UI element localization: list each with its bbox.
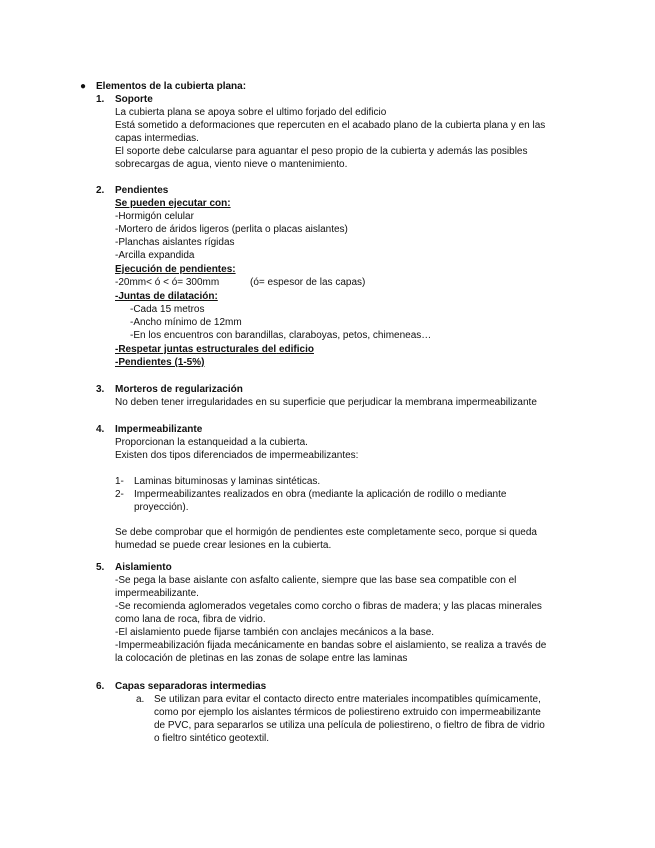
section-4-number: 4. <box>96 424 105 435</box>
section-5-line: -Impermeabilización fijada mecánicamente en bandas sobre el aislamiento, se realiza a través de <box>115 640 547 651</box>
joint-item: -En los encuentros con barandillas, claraboyas, petos, chimeneas… <box>130 330 432 341</box>
respect-joints-word: edificio <box>278 344 314 355</box>
section-5-number: 5. <box>96 562 105 573</box>
joint-item: -Ancho mínimo de 12mm <box>130 317 242 328</box>
section-3-line: No deben tener irregularidades en su superficie que perjudicar la membrana impermeabilizante <box>115 397 537 408</box>
section-1-heading: Soporte <box>115 94 153 105</box>
section-4-heading: Impermeabilizante <box>115 424 203 435</box>
list-item-text: Impermeabilizantes realizados en obra (mediante la aplicación de rodillo o mediante <box>134 489 507 500</box>
section-1-line: La cubierta plana se apoya sobre el ultimo forjado del edificio <box>115 107 387 118</box>
section-5-line: como lana de roca, fibra de vidrio. <box>115 614 266 625</box>
slopes-range: -Pendientes (1-5%) <box>115 357 205 368</box>
section-1-line: capas intermedias. <box>115 133 199 144</box>
section-6-line: Se utilizan para evitar el contacto directo entre materiales incompatibles químicamente, <box>154 694 541 705</box>
section-4-line: Existen dos tipos diferenciados de impermeabilizantes: <box>115 450 359 461</box>
section-1-line: sobrecargas de agua, viento nieve o mantenimiento. <box>115 159 348 170</box>
section-6-heading: Capas separadoras intermedias <box>115 681 267 692</box>
material-item: -Arcilla expandida <box>115 250 195 261</box>
material-item: -Mortero de áridos ligeros (perlita o placas aislantes) <box>115 224 348 235</box>
slope-range-note: (ó= espesor de las capas) <box>250 277 366 288</box>
section-5-line: -Se recomienda aglomerados vegetales como corcho o fibras de madera; y las placas minerales <box>115 601 542 612</box>
respect-joints-line <box>115 343 314 356</box>
bullet-icon: ● <box>80 81 87 92</box>
material-item: -Hormigón celular <box>115 211 194 222</box>
section-6-line: de PVC, para separarlos se utiliza una película de poliestireno, o fieltro de fibra de vidrio <box>154 720 545 731</box>
section-2-subheading: Ejecución de pendientes: <box>115 264 236 275</box>
section-5-line: -Se pega la base aislante con asfalto caliente, siempre que las base sea compatible con el <box>115 575 517 586</box>
section-3-heading: Morteros de regularización <box>115 384 243 395</box>
section-5-heading: Aislamiento <box>115 562 172 573</box>
slope-range: -20mm< ó < ó= 300mm <box>115 277 220 288</box>
list-item-text: Laminas bituminosas y laminas sintéticas. <box>134 476 321 487</box>
section-4-note: humedad se puede crear lesiones en la cubierta. <box>115 540 332 551</box>
section-3-number: 3. <box>96 384 105 395</box>
section-6-line: o fieltro sintético geotextil. <box>154 733 270 744</box>
section-4-note: Se debe comprobar que el hormigón de pendientes este completamente seco, porque si queda <box>115 527 537 538</box>
sub-item-label: a. <box>136 694 145 705</box>
joint-item: -Cada 15 metros <box>130 304 205 315</box>
list-item-number: 1- <box>115 476 124 487</box>
section-1-line: Está sometido a deformaciones que repercuten en el acabado plano de la cubierta plana y en las <box>115 120 546 131</box>
section-6-number: 6. <box>96 681 105 692</box>
section-1-line: El soporte debe calcularse para aguantar el peso propio de la cubierta y además las posibles <box>115 146 528 157</box>
respect-joints-text: -Respetar juntas estructurales del <box>115 344 277 355</box>
document-title: Elementos de la cubierta plana: <box>96 81 247 92</box>
section-4-line: Proporcionan la estanqueidad a la cubierta. <box>115 437 308 448</box>
material-item: -Planchas aislantes rígidas <box>115 237 235 248</box>
section-2-subheading: Se pueden ejecutar con: <box>115 198 231 209</box>
section-5-line: -El aislamiento puede fijarse también con anclajes mecánicos a la base. <box>115 627 435 638</box>
list-item-text: proyección). <box>134 502 189 513</box>
section-2-subheading: -Juntas de dilatación: <box>115 291 218 302</box>
section-2-number: 2. <box>96 185 105 196</box>
section-1-number: 1. <box>96 94 105 105</box>
section-5-line: la colocación de pletinas en las zonas de solape entre las laminas <box>115 653 408 664</box>
section-2-heading: Pendientes <box>115 185 169 196</box>
list-item-number: 2- <box>115 489 124 500</box>
section-6-line: como por ejemplo los aislantes térmicos de poliestireno extruido con impermeabilizante <box>154 707 541 718</box>
section-5-line: impermeabilizante. <box>115 588 199 599</box>
